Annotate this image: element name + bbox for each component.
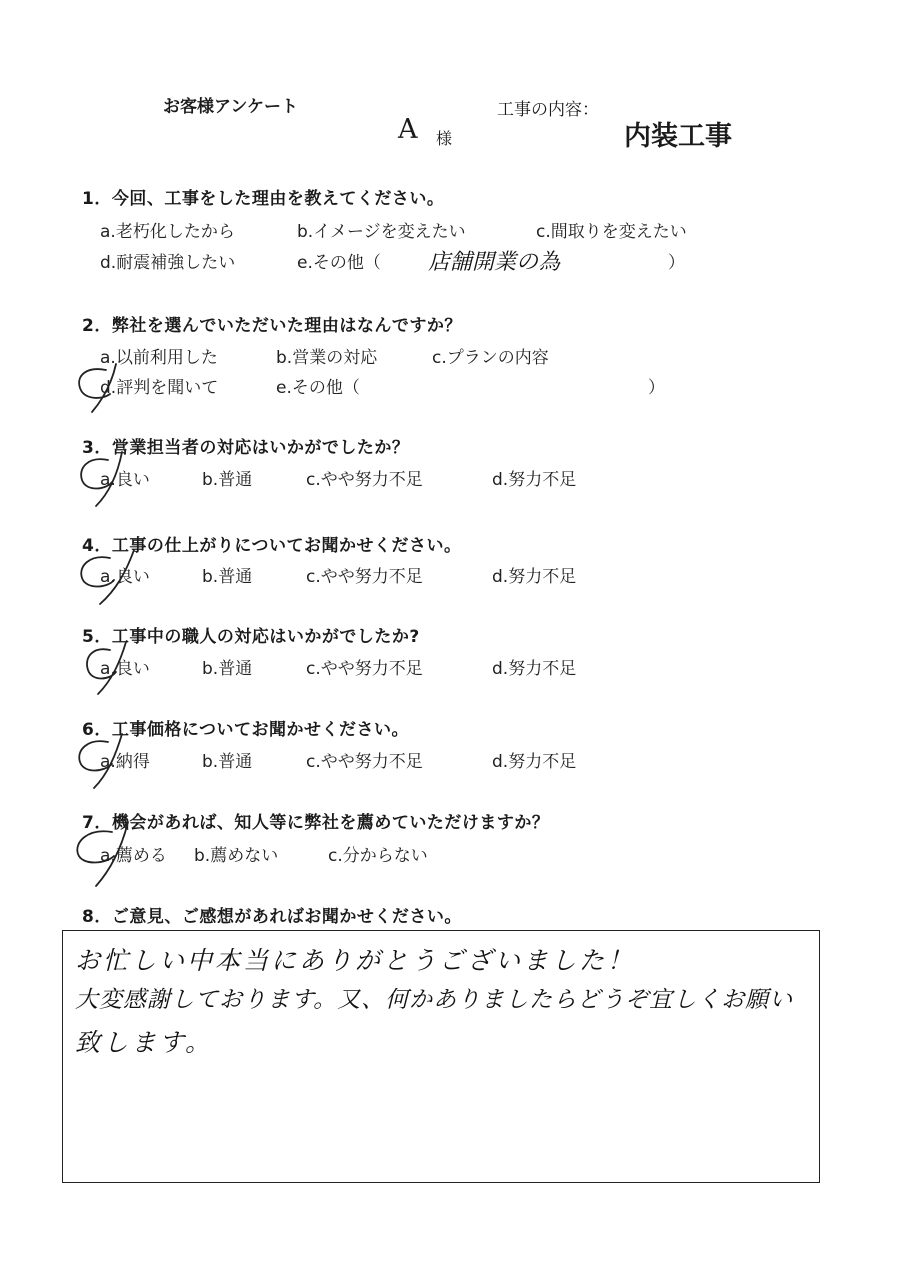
q2-selection-mark: [72, 358, 142, 418]
q6-option-a[interactable]: a.納得: [100, 752, 150, 772]
q6-option-c[interactable]: c.やや努力不足: [306, 752, 423, 772]
question-3-title: 3．営業担当者の対応はいかがでしたか？: [82, 438, 410, 458]
comment-line-3: 致します。: [75, 1028, 214, 1057]
q2-other-close: ）: [648, 378, 665, 398]
q3-option-d[interactable]: d.努力不足: [492, 470, 577, 490]
customer-name: A: [398, 114, 418, 145]
q6-option-d[interactable]: d.努力不足: [492, 752, 577, 772]
q6-selection-mark: [74, 728, 144, 792]
question-1-title: 1．今回、工事をした理由を教えてください。: [82, 189, 445, 209]
work-content-label: 工事の内容：: [497, 100, 599, 120]
q3-option-c[interactable]: c.やや努力不足: [306, 470, 423, 490]
question-7-title: 7．機会があれば、知人等に弊社を薦めていただけますか？: [82, 813, 550, 833]
q1-option-d[interactable]: d.耐震補強したい: [100, 253, 236, 273]
q2-option-d[interactable]: d.評判を聞いて: [100, 378, 219, 398]
q4-selection-mark: [76, 546, 156, 608]
q1-option-b[interactable]: b.イメージを変えたい: [297, 222, 466, 242]
q1-other-close: ）: [668, 253, 685, 273]
q2-option-e[interactable]: e.その他（: [276, 378, 360, 398]
q3-option-a[interactable]: a.良い: [100, 470, 150, 490]
question-4-title: 4．工事の仕上がりについてお聞かせください。: [82, 536, 462, 556]
q1-other-answer: 店舗開業の為: [428, 250, 561, 275]
q1-option-c[interactable]: c.間取りを変えたい: [536, 222, 687, 242]
comment-box[interactable]: [62, 930, 820, 1183]
q3-selection-mark: [76, 448, 146, 510]
q4-option-a[interactable]: a.良い: [100, 567, 150, 587]
q7-option-c[interactable]: c.分からない: [328, 846, 428, 866]
q5-option-d[interactable]: d.努力不足: [492, 659, 577, 679]
work-content-value: 内装工事: [624, 121, 732, 152]
q5-option-b[interactable]: b.普通: [202, 659, 253, 679]
q4-option-c[interactable]: c.やや努力不足: [306, 567, 423, 587]
question-2-title: 2．弊社を選んでいただいた理由はなんですか？: [82, 316, 462, 336]
q5-option-a[interactable]: a.良い: [100, 659, 150, 679]
comment-line-2: 大変感謝しております。又、何かありましたらどうぞ宜しくお願い: [75, 987, 794, 1013]
q4-option-b[interactable]: b.普通: [202, 567, 253, 587]
q6-option-b[interactable]: b.普通: [202, 752, 253, 772]
q3-option-b[interactable]: b.普通: [202, 470, 253, 490]
survey-title: お客様アンケート: [163, 97, 298, 117]
q7-selection-mark: [72, 818, 152, 890]
q1-option-a[interactable]: a.老朽化したから: [100, 222, 235, 242]
q5-selection-mark: [80, 636, 150, 698]
customer-honorific: 様: [436, 129, 453, 148]
q7-option-a[interactable]: a.薦める: [100, 846, 167, 866]
q1-option-e[interactable]: e.その他（: [297, 253, 381, 273]
q7-option-b[interactable]: b.薦めない: [194, 846, 279, 866]
q2-option-a[interactable]: a.以前利用した: [100, 348, 218, 368]
question-6-title: 6．工事価格についてお聞かせください。: [82, 720, 409, 740]
q5-option-c[interactable]: c.やや努力不足: [306, 659, 423, 679]
question-8-title: 8．ご意見、ご感想があればお聞かせください。: [82, 907, 462, 927]
q2-option-c[interactable]: c.プランの内容: [432, 348, 549, 368]
question-5-title: 5．工事中の職人の対応はいかがでしたか?: [82, 627, 420, 647]
q2-option-b[interactable]: b.営業の対応: [276, 348, 378, 368]
comment-line-1: お忙しい中本当にありがとうございました！: [75, 946, 636, 975]
q4-option-d[interactable]: d.努力不足: [492, 567, 577, 587]
